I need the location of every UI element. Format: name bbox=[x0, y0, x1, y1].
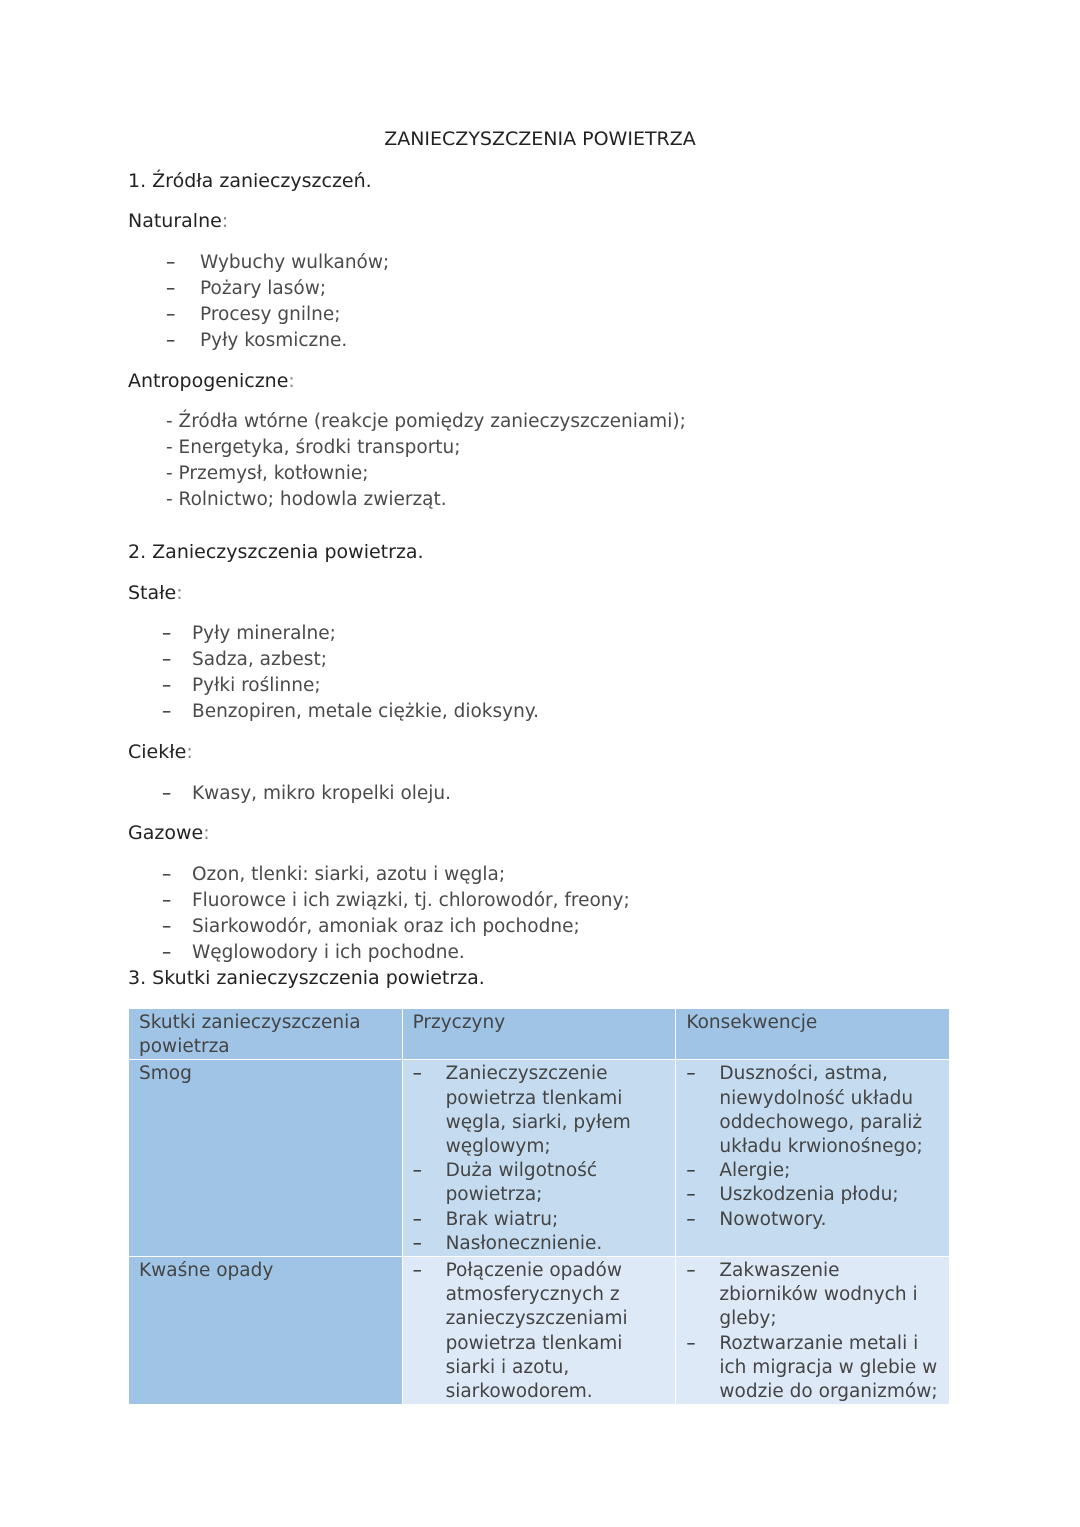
list-item: – Uszkodzenia płodu; bbox=[686, 1184, 899, 1206]
list-item: – Nasłonecznienie. bbox=[412, 1232, 603, 1254]
list-item: – Roztwarzanie metali i ich migracja w glebie w wodzie do organizmów; bbox=[686, 1332, 938, 1403]
anthropogenic-label: Antropogeniczne: bbox=[128, 370, 295, 392]
list-item: – Fluorowce i ich związki, tj. chlorowodór, freony; bbox=[162, 890, 630, 911]
list-item: - Energetyka, środki transportu; bbox=[166, 437, 461, 458]
list-item: – Pyły mineralne; bbox=[162, 623, 336, 644]
causes-cell bbox=[402, 1060, 676, 1257]
solid-pollutants-list bbox=[162, 621, 539, 725]
causes-cell bbox=[402, 1257, 676, 1405]
list-item: – Duża wilgotność powietrza; bbox=[412, 1160, 598, 1206]
list-item: - Rolnictwo; hodowla zwierząt. bbox=[166, 489, 447, 510]
table-row bbox=[129, 1257, 950, 1405]
document-title: ZANIECZYSZCZENIA POWIETRZA bbox=[384, 128, 696, 150]
table-row bbox=[129, 1060, 950, 1257]
effect-cell: Kwaśne opady bbox=[129, 1257, 403, 1405]
list-item: – Połączenie opadów atmosferycznych z zanieczyszczeniami powietrza tlenkami siarki i azotu, siarkowodorem. bbox=[412, 1260, 628, 1403]
liquid-pollutants-list bbox=[162, 781, 451, 807]
list-item: – Pyłki roślinne; bbox=[162, 675, 321, 696]
list-item: – Wybuchy wulkanów; bbox=[166, 252, 390, 273]
consequences-cell bbox=[676, 1060, 950, 1257]
list-item: – Siarkowodór, amoniak oraz ich pochodne; bbox=[162, 916, 580, 937]
liquid-label: Ciekłe: bbox=[128, 741, 193, 763]
list-item: – Pyły kosmiczne. bbox=[166, 330, 348, 351]
list-item: – Węglowodory i ich pochodne. bbox=[162, 942, 465, 963]
list-item: – Alergie; bbox=[686, 1160, 791, 1182]
gaseous-pollutants-list bbox=[162, 862, 630, 966]
list-item: – Nowotwory. bbox=[686, 1208, 827, 1230]
gaseous-label: Gazowe: bbox=[128, 822, 210, 844]
anthropogenic-sources-list bbox=[166, 409, 686, 513]
natural-label: Naturalne: bbox=[128, 210, 229, 232]
list-item: – Ozon, tlenki: siarki, azotu i węgla; bbox=[162, 864, 506, 885]
list-item: – Zanieczyszczenie powietrza tlenkami węgla, siarki, pyłem węglowym; bbox=[412, 1063, 631, 1158]
list-item: - Przemysł, kotłownie; bbox=[166, 463, 369, 484]
table-header-cell: Przyczyny bbox=[402, 1009, 676, 1060]
section-1-heading: 1. Źródła zanieczyszczeń. bbox=[128, 170, 372, 192]
list-item: – Duszności, astma, niewydolność układu oddechowego, paraliż układu krwionośnego; bbox=[686, 1063, 923, 1158]
list-item: – Procesy gnilne; bbox=[166, 304, 341, 325]
section-2-heading: 2. Zanieczyszczenia powietrza. bbox=[128, 541, 424, 563]
list-item: – Kwasy, mikro kropelki oleju. bbox=[162, 783, 452, 804]
section-3-heading: 3. Skutki zanieczyszczenia powietrza. bbox=[128, 967, 485, 989]
solid-label: Stałe: bbox=[128, 582, 183, 604]
list-item: - Źródła wtórne (reakcje pomiędzy zanieczyszczeniami); bbox=[166, 411, 686, 432]
table-header-cell: Skutki zanieczyszczenia powietrza bbox=[129, 1009, 403, 1060]
effects-table bbox=[128, 1008, 950, 1405]
consequences-cell bbox=[676, 1257, 950, 1405]
list-item: – Sadza, azbest; bbox=[162, 649, 327, 670]
table-header-cell: Konsekwencje bbox=[676, 1009, 950, 1060]
table-header-row bbox=[129, 1009, 950, 1060]
natural-sources-list bbox=[166, 250, 389, 354]
effect-cell: Smog bbox=[129, 1060, 403, 1257]
list-item: – Brak wiatru; bbox=[412, 1208, 559, 1230]
list-item: – Benzopiren, metale ciężkie, dioksyny. bbox=[162, 701, 539, 722]
list-item: – Zakwaszenie zbiorników wodnych i gleby; bbox=[686, 1260, 918, 1330]
list-item: – Pożary lasów; bbox=[166, 278, 327, 299]
